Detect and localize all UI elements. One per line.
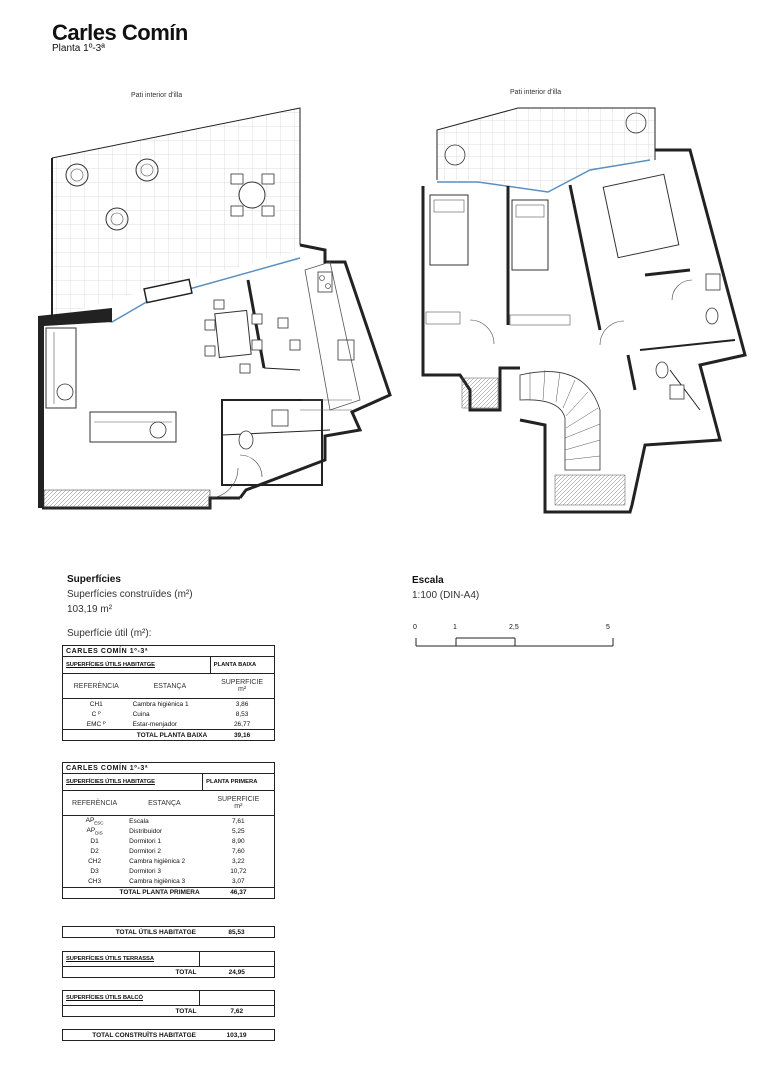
- table-row: [63, 709, 275, 719]
- table1-row-name: Estar-menjador: [130, 719, 211, 730]
- table2-row-val: 3,07: [203, 877, 275, 888]
- escala-title: Escala: [412, 575, 444, 586]
- table1-row-val: 8,53: [210, 709, 274, 719]
- table2-row-ref: [63, 826, 127, 836]
- ref-sub: ESC: [94, 820, 104, 826]
- table2-col-unit: m²: [234, 803, 243, 810]
- table-row: [63, 837, 275, 847]
- table2-row-val: 8,90: [203, 837, 275, 847]
- terrassa-total-value: 24,95: [200, 967, 275, 978]
- table1-sub-right: PLANTA BAIXA: [210, 657, 274, 674]
- table1-row-ref: C ᴾ: [63, 709, 130, 719]
- table-total-construits: [62, 1029, 275, 1041]
- table2-row-name: Dormitori 2: [129, 848, 161, 856]
- table2-header: CARLES COMÍN 1º-3ª: [63, 763, 275, 774]
- table2-sub-left: SUPERFÍCIES ÚTILS HABITATGE: [63, 774, 203, 791]
- construides-label: Superfícies construïdes (m²): [67, 589, 193, 600]
- table2-total-label: TOTAL PLANTA PRIMERA: [63, 887, 203, 898]
- right-terrace: [437, 108, 655, 190]
- superficies-title: Superfícies: [67, 574, 121, 585]
- floor-plans: [0, 80, 757, 540]
- table2-row-name: Cambra higiènica 3: [126, 877, 203, 888]
- left-floor-plan: [38, 108, 390, 508]
- scale-tick-2-5: 2,5: [509, 624, 519, 631]
- right-floor-plan: [423, 108, 745, 512]
- terrassa-empty: [200, 952, 275, 967]
- total-utils-label: TOTAL ÚTILS HABITATGE: [63, 927, 200, 938]
- left-plan-label: Pati interior d'illa: [131, 92, 183, 99]
- table1-total-value: 39,16: [210, 730, 274, 741]
- table2-row-ref: CH3: [63, 877, 127, 888]
- table2-row-val: 3,22: [203, 857, 275, 867]
- table-total-utils: [62, 926, 275, 938]
- table2-col-sup-label: SUPERFICIE: [217, 796, 260, 803]
- table-planta-baixa: [62, 645, 275, 741]
- scale-bar: [410, 624, 620, 654]
- total-utils-value: 85,53: [199, 927, 275, 938]
- table-planta-primera: [62, 762, 275, 899]
- table2-row-val: 10,72: [203, 867, 275, 877]
- table1-col-unit: m²: [237, 686, 247, 693]
- terrassa-sub: SUPERFÍCIES ÚTILS TERRASSA: [63, 952, 200, 967]
- table-row: [63, 719, 275, 730]
- table2-row-name: Distribuidor: [129, 827, 163, 835]
- table2-row-name: Cambra higiènica 2: [129, 858, 186, 866]
- table-row: [63, 816, 275, 827]
- ref-sub: DIS: [95, 830, 103, 836]
- table1-sub-left: SUPERFÍCIES ÚTILS HABITATGE: [63, 657, 211, 674]
- table2-row-val: 7,60: [203, 847, 275, 857]
- table-row: [63, 857, 275, 867]
- page-title: Carles Comín: [52, 20, 188, 45]
- escala-value: 1:100 (DIN-A4): [412, 590, 480, 601]
- table2-sub-right: PLANTA PRIMERA: [203, 774, 275, 791]
- table2-row-ref: D1: [63, 837, 127, 847]
- total-construits-value: 103,19: [199, 1030, 275, 1041]
- table2-row-ref: D2: [63, 847, 127, 857]
- table2-row-ref: D3: [63, 867, 127, 877]
- terrassa-total-label: TOTAL: [63, 967, 200, 978]
- table2-col-ref: REFERÈNCIA: [63, 791, 127, 816]
- scale-tick-0: 0: [413, 624, 417, 631]
- table2-col-sup: [203, 791, 275, 816]
- balco-total-label: TOTAL: [63, 1006, 200, 1017]
- table1-row-ref: CH1: [63, 699, 130, 710]
- table1-row-name: Cuina: [132, 710, 150, 718]
- table2-row-ref: CH2: [63, 857, 127, 867]
- page-subtitle: Planta 1º-3ª: [52, 43, 105, 54]
- table-terrassa: [62, 951, 275, 978]
- table2-total-value: 46,37: [203, 887, 275, 898]
- table2-row-name: Dormitori 3: [129, 868, 161, 876]
- table1-row-val: 26,77: [210, 719, 274, 730]
- table2-row-name: Dormitori 1: [129, 838, 161, 846]
- table1-row-ref: EMC ᴾ: [63, 719, 130, 730]
- scale-tick-1: 1: [453, 624, 457, 631]
- table2-row-val: 5,25: [203, 826, 275, 836]
- table1-row-val: 3,86: [210, 699, 274, 710]
- table1-col-ref: REFERÈNCIA: [63, 674, 130, 699]
- balco-total-value: 7,62: [200, 1006, 275, 1017]
- table-row: [63, 867, 275, 877]
- table1-row-name: Cambra higiènica 1: [130, 699, 211, 710]
- right-plan-label: Pati interior d'illa: [510, 89, 562, 96]
- table1-col-est: ESTANÇA: [130, 674, 211, 699]
- total-construits-label: TOTAL CONSTRUÏTS HABITATGE: [63, 1030, 200, 1041]
- table-row: [63, 826, 275, 836]
- construides-value: 103,19 m²: [67, 604, 113, 615]
- table1-col-sup: [210, 674, 274, 699]
- table1-col-sup-label: SUPERFICIE: [221, 679, 264, 686]
- balco-sub: SUPERFÍCIES ÚTILS BALCÓ: [63, 991, 200, 1006]
- table2-col-est: ESTANÇA: [126, 791, 203, 816]
- table-row: [63, 699, 275, 710]
- util-label: Superfície útil (m²):: [67, 628, 152, 639]
- ref-main: AP: [85, 817, 95, 824]
- balco-empty: [200, 991, 275, 1006]
- table-row: [63, 847, 275, 857]
- table2-row-val: 7,61: [203, 816, 275, 827]
- table1-header: CARLES COMÍN 1º-3ª: [63, 646, 275, 657]
- table-row: [63, 877, 275, 888]
- table1-total-label: TOTAL PLANTA BAIXA: [63, 730, 211, 741]
- table2-row-ref: [63, 816, 127, 827]
- scale-tick-5: 5: [606, 624, 610, 631]
- table-balco: [62, 990, 275, 1017]
- scale-ruler: [410, 624, 620, 654]
- ref-main: AP: [86, 827, 96, 835]
- table2-row-name: Escala: [126, 816, 203, 827]
